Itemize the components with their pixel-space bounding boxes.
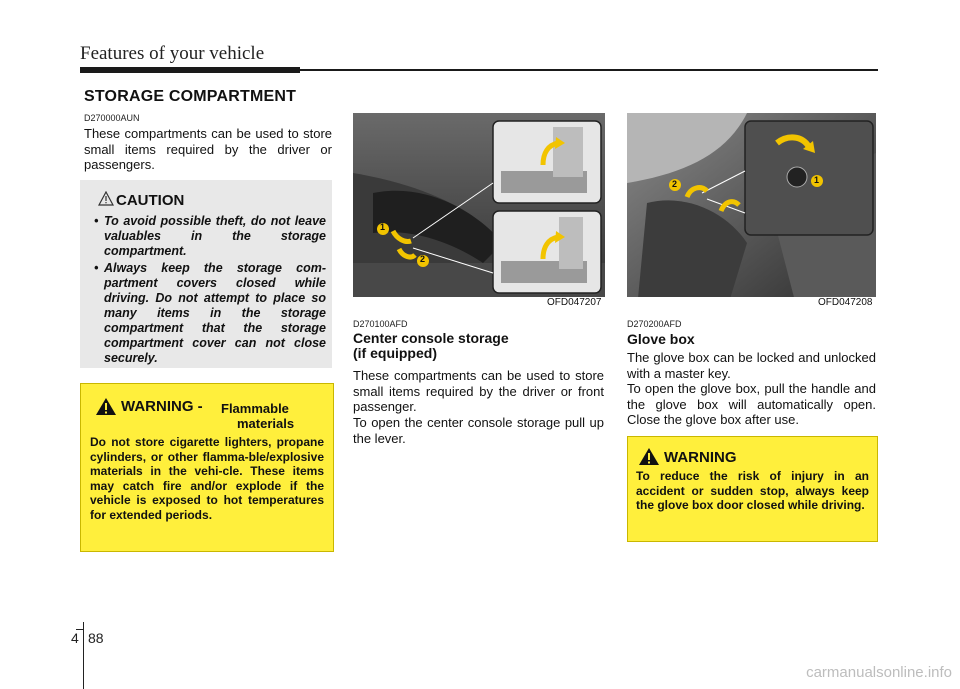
callout-1: 1 bbox=[380, 222, 386, 232]
caution-box bbox=[80, 180, 332, 368]
page-header-title: Features of your vehicle bbox=[80, 43, 265, 64]
footer-divider bbox=[83, 622, 84, 689]
callout-2: 2 bbox=[420, 254, 426, 264]
warning-text: To reduce the risk of injury in an accident or sudden stop, always keep the glove box door closed while driving. bbox=[636, 469, 869, 512]
glove-box-warning-box bbox=[627, 436, 878, 542]
caution-title: CAUTION bbox=[116, 192, 185, 209]
center-console-illustration bbox=[353, 113, 605, 309]
header-thick-rule bbox=[80, 67, 300, 73]
section-code: D270200AFD bbox=[627, 319, 682, 329]
warning-subtitle-line2: materials bbox=[237, 416, 295, 431]
glove-box-heading: Glove box bbox=[627, 331, 695, 347]
chapter-number: 4 bbox=[71, 630, 79, 646]
section-code: D270000AUN bbox=[84, 113, 140, 123]
caution-list bbox=[90, 214, 326, 368]
warning-text: Do not store cigarette lighters, propane cylinders, or other flamma-ble/explosive materials in the vehi-cle. These items may catch fire and/or explode if the vehicle is exposed to hot temperatures for extended periods. bbox=[90, 435, 324, 522]
warning-title: WARNING - bbox=[121, 398, 203, 415]
center-console-photo bbox=[353, 113, 605, 309]
glove-box-photo bbox=[627, 113, 876, 309]
glove-box-illustration bbox=[627, 113, 876, 309]
section-code: D270100AFD bbox=[353, 319, 408, 329]
glove-box-text-1: The glove box can be locked and unlocked with a master key. bbox=[627, 350, 876, 381]
photo-caption: OFD047208 bbox=[818, 297, 873, 308]
watermark: carmanualsonline.info bbox=[806, 664, 952, 681]
header-thin-rule bbox=[300, 69, 878, 71]
page-number: 88 bbox=[88, 630, 104, 646]
intro-text: These compartments can be used to store small items required by the driver or passengers. bbox=[84, 126, 332, 172]
console-text-2: To open the center console storage pull up the lever. bbox=[353, 415, 604, 446]
warning-subtitle-line1: Flammable bbox=[221, 401, 289, 416]
console-heading: Center console storage (if equipped) bbox=[353, 330, 509, 361]
warning-triangle-icon bbox=[95, 397, 117, 416]
section-title: STORAGE COMPARTMENT bbox=[84, 88, 297, 105]
warning-title: WARNING bbox=[664, 449, 737, 466]
caution-item: • Always keep the storage com-partment covers closed while driving. Do not attempt to place so many items in the storage compartment that the storage compartment cover can not close securely. bbox=[94, 261, 326, 365]
photo-caption: OFD047207 bbox=[547, 297, 602, 308]
callout-1: 1 bbox=[814, 175, 820, 185]
console-text-1: These compartments can be used to store small items required by the driver or front passenger. bbox=[353, 368, 604, 414]
glove-box-text-2: To open the glove box, pull the handle and the glove box will automatically open. Close the glove box after use. bbox=[627, 381, 876, 427]
caution-triangle-icon bbox=[98, 191, 114, 206]
warning-triangle-icon bbox=[638, 447, 660, 466]
flammable-warning-box bbox=[80, 383, 334, 552]
callout-2: 2 bbox=[672, 179, 678, 189]
caution-item: • To avoid possible theft, do not leave valuables in the storage compartment. bbox=[94, 214, 326, 258]
